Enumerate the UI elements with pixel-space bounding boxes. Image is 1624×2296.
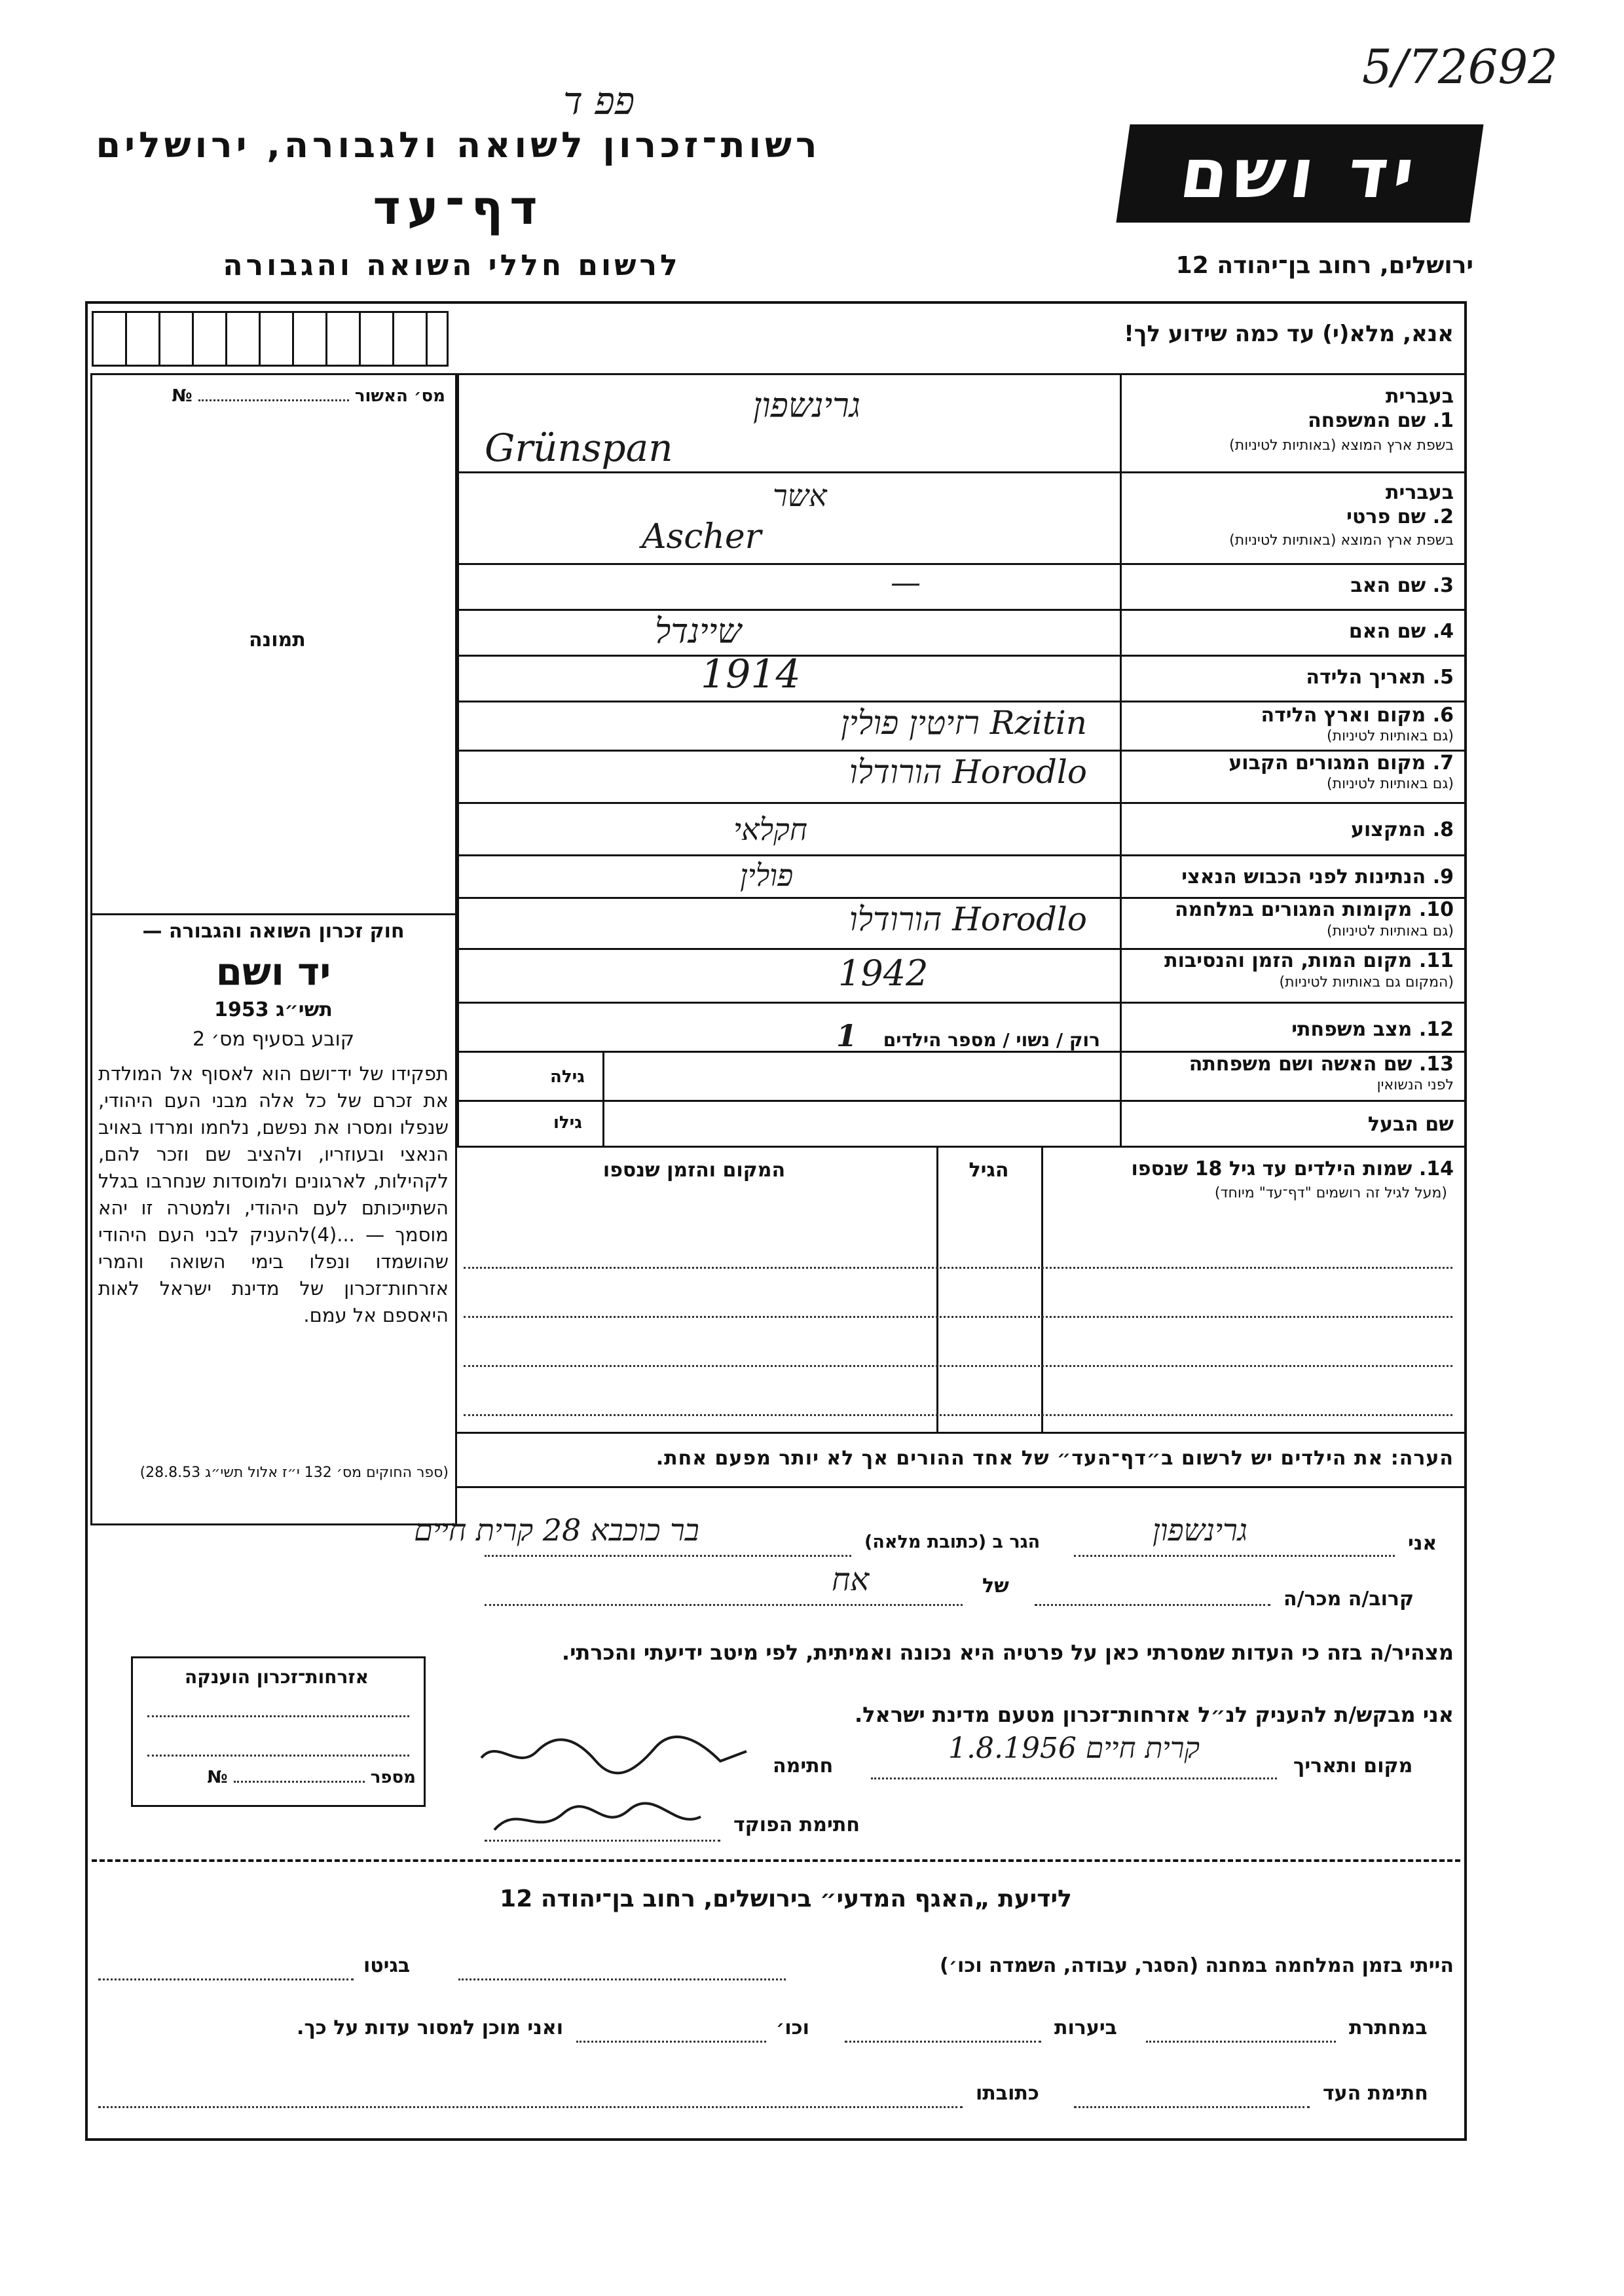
field-9-number: 9. xyxy=(1432,866,1454,888)
field-13-number: 13. xyxy=(1418,1053,1454,1076)
request-text: אני מבקש/ת להעניק לנ״ל אזרחות־זכרון מטעם מדינת ישראל. xyxy=(855,1702,1454,1727)
law-footnote: (ספר החוקים מס׳ 132 י״ז אלול תשי״ג 28.8.53) xyxy=(139,1465,449,1481)
footer-title: לידיעת „האגף המדעי״ בירושלים, רחוב בן־יהודה 12 xyxy=(500,1886,1072,1912)
citizenship-number xyxy=(138,1768,416,1787)
field-8-name: המקצוע xyxy=(1350,818,1426,841)
footer-line1-a: הייתי בזמן המלחמה במחנה (הסגר, עבודה, השמדה וכו׳) xyxy=(940,1954,1454,1977)
instruction: אנא, מלא(י) עד כמה שידוע לך! xyxy=(1124,321,1454,347)
field-4-value: שיינדל xyxy=(655,612,742,651)
field-3-label xyxy=(1133,574,1454,597)
field-6-value: רזיטין פולין Rzitin xyxy=(841,704,1087,742)
field-12-marital-status xyxy=(589,1018,1100,1053)
citizenship-title: אזרחות־זכרון הוענקה xyxy=(185,1666,369,1688)
citizenship-number-label: מספר xyxy=(370,1768,416,1787)
field-7-value: הורודלו Horodlo xyxy=(849,753,1087,791)
yad-vashem-logo xyxy=(1116,124,1483,223)
field-10-label xyxy=(1126,898,1454,921)
field-4-label xyxy=(1133,620,1454,643)
official-signature-label: חתימת הפוקד xyxy=(733,1813,860,1836)
declarant-ani: אני xyxy=(1408,1532,1437,1555)
field-1-label xyxy=(1133,409,1454,432)
field-1-number: 1. xyxy=(1432,409,1454,432)
field-7-number: 7. xyxy=(1432,752,1454,774)
children-sub: (מעל לגיל זה רושמים "דף־עד" מיוחד) xyxy=(1214,1185,1447,1201)
field-6-label xyxy=(1133,704,1454,727)
official-signature xyxy=(491,1797,707,1846)
children-title: שמות הילדים עד גיל 18 שנספו xyxy=(1131,1157,1412,1180)
field-9-name: הנתינות לפני הכבוש הנאצי xyxy=(1181,866,1426,888)
field-5-name: תאריך הלידה xyxy=(1306,666,1426,689)
field-9-value: פולין xyxy=(740,858,794,893)
logo-text: יד ושם xyxy=(1175,134,1425,213)
field-12-number: 12. xyxy=(1418,1018,1454,1041)
photo-label: תמונה xyxy=(249,629,306,651)
field-9-label xyxy=(1133,866,1454,888)
children-col-age: הגיל xyxy=(969,1159,1009,1182)
footer-line2-b: ביערות xyxy=(1054,2016,1117,2039)
value-column-left-border xyxy=(457,373,459,1146)
field-1-value-latin: Grünspan xyxy=(485,426,673,470)
declarant-name: גרינשפון xyxy=(1153,1512,1247,1548)
law-title: חוק זכרון השואה והגבורה — xyxy=(142,920,405,943)
reference-number: 5/72692 xyxy=(1362,39,1559,94)
declarant-relative-label: קרוב/ה מכר/ה xyxy=(1283,1588,1414,1611)
field-8-number: 8. xyxy=(1432,818,1454,841)
header-rule xyxy=(457,373,1464,375)
field-1-hebrew-tag: בעברית xyxy=(1386,385,1454,408)
law-section: קובע בסעיף מס׳ 2 xyxy=(192,1028,355,1051)
field-4-number: 4. xyxy=(1432,620,1454,643)
footer-line1-b: בגיטו xyxy=(363,1954,411,1977)
field-11-number: 11. xyxy=(1418,949,1454,972)
place-date-value: קרית חיים 1.8.1956 xyxy=(948,1732,1200,1765)
footer-line2-d: ואני מוכן למסור עדות על כך. xyxy=(297,2016,563,2039)
field-13-age-label: גילה xyxy=(550,1067,585,1087)
footer-line3-a: חתימת העד xyxy=(1323,2082,1428,2105)
field-6-sub: (גם באותיות לטיניות) xyxy=(1327,728,1454,744)
husband-age-label: גילו xyxy=(553,1113,582,1133)
field-2-number: 2. xyxy=(1432,505,1454,528)
footer-line3-b: כתובתו xyxy=(976,2082,1039,2105)
law-year: תשי״ג 1953 xyxy=(214,998,333,1021)
address: ירושלים, רחוב בן־יהודה 12 xyxy=(1175,252,1473,279)
field-13-sub: לפני הנשואין xyxy=(1376,1077,1454,1093)
field-2-value-hebrew: אשר xyxy=(773,478,827,513)
code-boxes xyxy=(92,311,449,367)
field-6-number: 6. xyxy=(1432,704,1454,727)
footer-line2-c: וכו׳ xyxy=(776,2016,809,2039)
field-2-sub: בשפת ארץ המוצא (באותיות לטיניות) xyxy=(1229,532,1454,549)
signature-label: חתימה xyxy=(773,1755,834,1777)
handwritten-ref: פפ ד xyxy=(563,79,635,123)
field-11-label xyxy=(1126,949,1454,972)
children-note: הערה: את הילדים יש לרשום ב״דף־העד״ של אחד ההורים אך לא יותר מפעם אחת. xyxy=(655,1447,1454,1470)
place-date-label: מקום ותאריך xyxy=(1293,1755,1413,1777)
field-11-name: מקום המות, הזמן והנסיבות xyxy=(1164,949,1412,972)
field-4-name: שם האם xyxy=(1348,620,1426,643)
label-column-border xyxy=(1120,373,1122,1146)
field-1-value-hebrew: גרינשפון xyxy=(753,386,860,426)
field-11-value: 1942 xyxy=(838,953,929,994)
field-2-name: שם פרטי xyxy=(1346,505,1426,528)
children-label xyxy=(1048,1157,1454,1180)
field-7-label xyxy=(1133,752,1454,774)
field-3-value: — xyxy=(891,564,921,600)
approval-label xyxy=(98,386,445,406)
field-12-children-count: 1 xyxy=(836,1018,857,1053)
field-10-value: הורודלו Horodlo xyxy=(849,900,1087,938)
field-11-sub: (המקום גם באותיות לטיניות) xyxy=(1279,974,1454,991)
field-8-value: חקלאי xyxy=(733,812,808,847)
law-name: יד ושם xyxy=(215,949,331,994)
field-1-name: שם המשפחה xyxy=(1308,409,1426,432)
field-10-sub: (גם באותיות לטיניות) xyxy=(1327,923,1454,939)
declaration-text: מצהיר/ה בזה כי העדות שמסרתי כאן על פרטיה היא נכונה ואמיתית, לפי מיטב ידיעתי והכרתי. xyxy=(561,1640,1454,1665)
authority-name: רשות־זכרון לשואה ולגבורה, ירושלים xyxy=(96,124,821,166)
field-13-name: שם האשה ושם משפחתה xyxy=(1189,1053,1412,1076)
field-12-label xyxy=(1133,1018,1454,1041)
field-5-label xyxy=(1133,666,1454,689)
approval-dots xyxy=(198,399,349,401)
declarant-shel-label: של xyxy=(982,1575,1009,1597)
citizenship-no-mark: № xyxy=(207,1768,228,1787)
footer-separator xyxy=(92,1859,1460,1862)
husband-label: שם הבעל xyxy=(1367,1113,1454,1136)
field-10-number: 10. xyxy=(1418,898,1454,921)
children-col-place: המקום והזמן שנספו xyxy=(602,1159,786,1182)
field-2-hebrew-tag: בעברית xyxy=(1386,481,1454,504)
declarant-shel-value: אח xyxy=(832,1561,870,1598)
field-6-name: מקום וארץ הלידה xyxy=(1261,704,1426,727)
field-12-options: רוק / נשוי / מספר הילדים xyxy=(883,1029,1100,1051)
field-7-sub: (גם באותיות לטיניות) xyxy=(1327,776,1454,792)
approval-no-mark: № xyxy=(172,386,193,406)
field-2-label xyxy=(1133,505,1454,528)
signature-scribble xyxy=(478,1732,753,1787)
law-body: תפקידו של יד־ושם הוא לאסוף אל המולדת את זכרם של כל אלה מבני העם היהודי, שנפלו ומסרו את נפשם, נלחמו ומרדו באויב הנאצי ובעוזריו, ולהציב שם וזכר להם, לקהילות, לארגונים ולמוסדות שנחרבו בגלל השתייכותם לעם היהודי, ולמטרה זו יהא מוסמך — ...(4)להעניק לבני העם היהודי שהושמדו ונפלו בימי השואה והמרי אזרחות־זכרון של מדינת ישראל לאות היאספם אל עמם. xyxy=(98,1063,449,1326)
form-subtitle: לרשום חללי השואה והגבורה xyxy=(223,249,681,282)
approval-title: מס׳ האשור xyxy=(354,386,445,406)
field-10-name: מקומות המגורים במלחמה xyxy=(1175,898,1412,921)
field-13-label xyxy=(1126,1053,1454,1076)
children-number: 14. xyxy=(1418,1157,1454,1180)
declarant-address: בר כוכבא 28 קרית חיים xyxy=(414,1512,699,1548)
field-1-sub: בשפת ארץ המוצא (באותיות לטיניות) xyxy=(1229,437,1454,454)
citizenship-number-dots xyxy=(234,1781,365,1783)
field-7-name: מקום המגורים הקבוע xyxy=(1228,752,1426,774)
declarant-lives-label: הגר ב (כתובת מלאה) xyxy=(864,1532,1041,1552)
field-2-value-latin: Ascher xyxy=(642,517,762,556)
footer-line2-a: במחתרת xyxy=(1349,2016,1428,2039)
field-3-name: שם האב xyxy=(1350,574,1426,597)
field-8-label xyxy=(1133,818,1454,841)
field-3-number: 3. xyxy=(1432,574,1454,597)
form-title: דף־עד xyxy=(373,180,544,235)
field-5-value: 1914 xyxy=(701,651,801,697)
field-5-number: 5. xyxy=(1432,666,1454,689)
field-12-name: מצב משפחתי xyxy=(1291,1018,1412,1041)
